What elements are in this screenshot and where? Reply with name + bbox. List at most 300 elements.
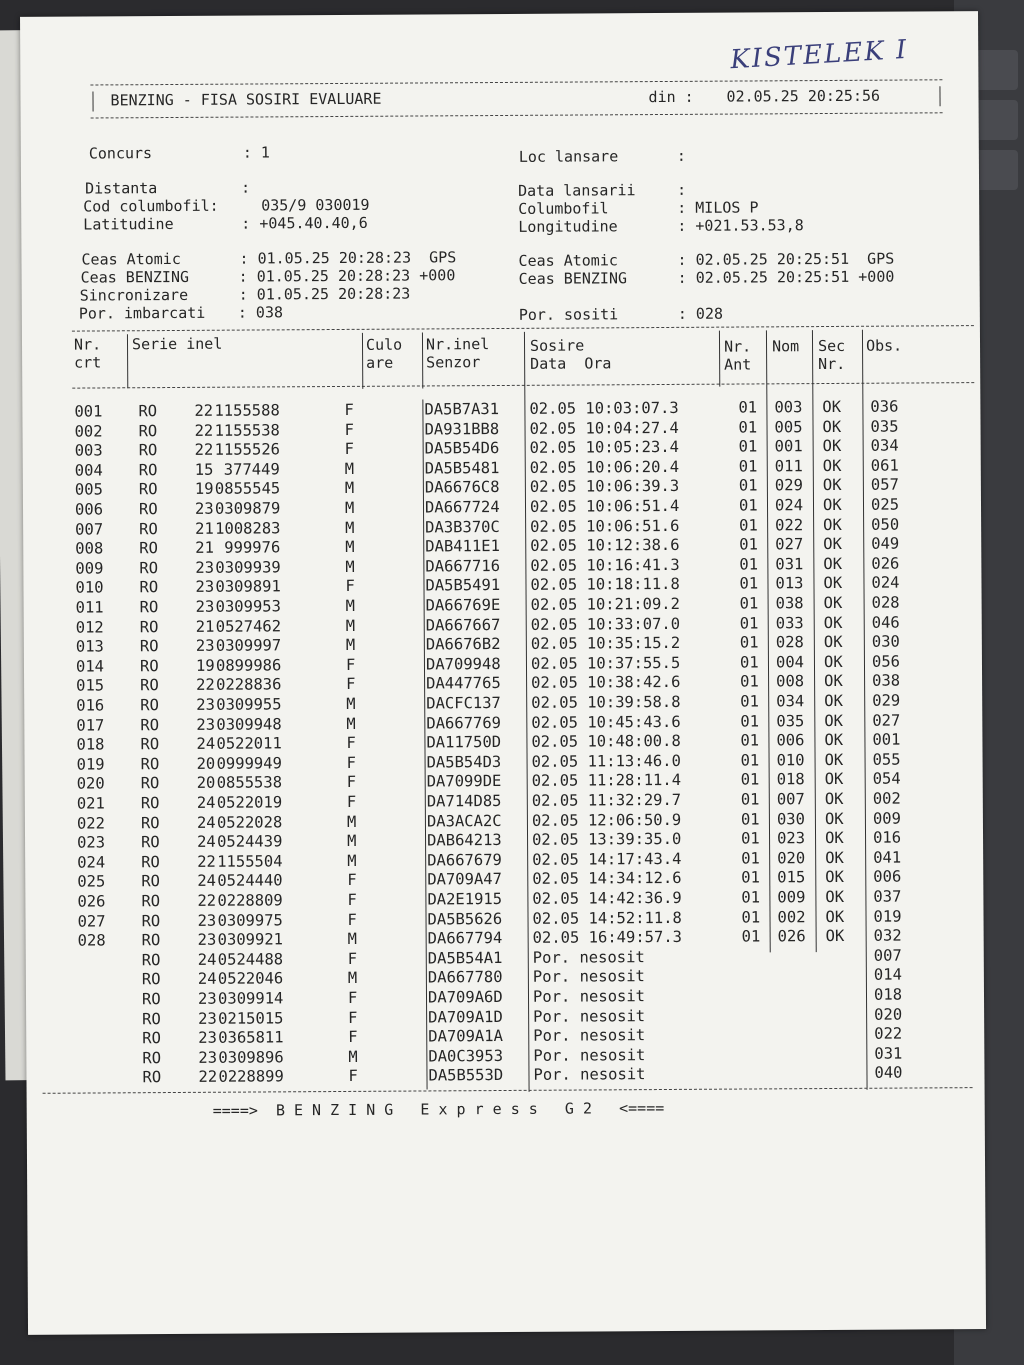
row-sensor: DA6676B2 <box>425 635 501 654</box>
row-obs: 007 <box>873 946 902 965</box>
row-sensor: DA709A47 <box>427 870 502 889</box>
row-ring-number: 0309948 <box>216 714 282 734</box>
row-sensor: DA931BB8 <box>424 419 500 439</box>
row-nr: 012 <box>75 618 104 637</box>
row-ring-number: 0522028 <box>216 812 283 832</box>
row-sec: OK <box>824 809 844 828</box>
row-sex: M <box>344 479 355 498</box>
row-ring-number: 0899986 <box>215 656 282 675</box>
row-sec: OK <box>824 750 844 769</box>
ceas-benzing-2-value: : 02.05.25 20:25:51 +000 <box>677 267 895 287</box>
row-obs: 041 <box>873 848 902 867</box>
row-country: RO <box>139 578 159 597</box>
row-year: 23 <box>198 1028 217 1048</box>
row-sensor: DAB64213 <box>426 831 502 850</box>
concurs-value: : 1 <box>242 143 270 162</box>
row-country: RO <box>140 676 159 695</box>
row-sex: F <box>346 734 356 753</box>
row-nr: 015 <box>76 676 105 695</box>
printout-sheet <box>20 11 986 1335</box>
row-nr: 011 <box>75 598 104 617</box>
row-year: 24 <box>196 734 216 754</box>
col-nr-2: crt <box>74 353 102 372</box>
row-ring-number: 0855545 <box>214 479 281 499</box>
row-antenna: 01 <box>738 437 758 456</box>
row-year: 24 <box>196 832 216 852</box>
row-country: RO <box>139 519 158 538</box>
row-nr: 027 <box>77 912 106 931</box>
row-year: 23 <box>194 499 214 518</box>
row-ring-number: 1155588 <box>214 401 280 420</box>
row-obs: 002 <box>872 789 901 808</box>
row-ring-number: 1155538 <box>214 420 280 440</box>
row-nr: 001 <box>74 402 103 421</box>
row-nr: 021 <box>76 794 105 813</box>
row-country: RO <box>140 813 160 832</box>
row-antenna: 01 <box>741 868 761 887</box>
row-sensor: DA709A1D <box>428 1007 503 1027</box>
row-antenna: 01 <box>740 731 760 750</box>
row-ring-number: 0524440 <box>217 871 283 891</box>
row-ring-number: 0309879 <box>214 499 281 518</box>
row-obs: 029 <box>872 691 901 710</box>
row-arrival: 02.05 11:13:46.0 <box>531 751 681 771</box>
row-country: RO <box>140 735 160 754</box>
row-ring-number: 0522046 <box>217 969 284 989</box>
row-arrival: 02.05 10:06:20.4 <box>529 457 680 477</box>
row-sec: OK <box>823 633 843 652</box>
row-arrival: Por. nesosit <box>533 1065 646 1085</box>
row-year: 22 <box>194 440 214 460</box>
row-nr: 020 <box>76 774 105 793</box>
row-arrival: 02.05 10:37:55.5 <box>530 653 681 673</box>
row-sensor: DA5B7A31 <box>424 400 500 419</box>
row-obs: 055 <box>872 750 901 769</box>
row-nom: 022 <box>775 515 804 534</box>
ceas-atomic-2-value: : 02.05.25 20:25:51 GPS <box>677 249 895 269</box>
row-sensor: DA667780 <box>427 968 503 987</box>
row-obs: 050 <box>871 515 900 534</box>
row-nr: 019 <box>76 755 105 774</box>
row-nom: 001 <box>774 437 803 456</box>
row-nom: 027 <box>775 535 804 554</box>
row-sec: OK <box>823 652 843 671</box>
row-ring-number: 0524439 <box>216 832 283 851</box>
row-sec: OK <box>824 672 843 691</box>
row-country: RO <box>140 715 160 734</box>
row-antenna: 01 <box>738 496 758 515</box>
row-sec: OK <box>824 691 843 711</box>
row-nr: 010 <box>75 578 104 597</box>
row-arrival: 02.05 10:04:27.4 <box>529 418 679 438</box>
row-arrival: 02.05 10:05:23.4 <box>529 438 680 458</box>
row-sex: M <box>345 636 356 655</box>
row-country: RO <box>139 637 159 656</box>
row-year: 23 <box>195 597 215 616</box>
row-country: RO <box>139 656 159 676</box>
ceas-benzing-1-value: : 01.05.25 20:28:23 +000 <box>238 266 456 286</box>
por-sositi-value: : 028 <box>677 304 724 323</box>
row-obs: 032 <box>873 926 902 945</box>
longitudine-value: : +021.53.53,8 <box>677 216 804 235</box>
row-obs: 054 <box>872 769 901 789</box>
row-sec: OK <box>822 456 842 475</box>
row-sec: OK <box>824 711 844 730</box>
row-sec: OK <box>824 829 844 848</box>
row-sex: F <box>348 1008 358 1027</box>
row-arrival: 02.05 10:06:51.4 <box>529 496 680 516</box>
row-sec: OK <box>823 593 843 613</box>
row-nom: 038 <box>775 594 804 613</box>
row-sex: F <box>346 792 357 811</box>
row-sensor: DA5B54D6 <box>424 439 500 458</box>
row-sec: OK <box>825 927 845 946</box>
row-antenna: 01 <box>739 594 759 613</box>
row-nom: 009 <box>777 888 806 907</box>
row-year: 23 <box>198 1009 217 1028</box>
row-ring-number: 0309953 <box>215 597 281 616</box>
row-year: 23 <box>197 930 217 950</box>
row-arrival: Por. nesosit <box>532 967 645 987</box>
row-year: 24 <box>197 950 217 969</box>
row-sex: M <box>346 832 357 851</box>
row-arrival: 02.05 10:39:58.8 <box>531 692 681 712</box>
row-sensor: DA5B553D <box>428 1066 504 1085</box>
row-antenna: 01 <box>739 555 759 574</box>
row-ring-number: 0228836 <box>216 675 282 695</box>
row-arrival: 02.05 12:06:50.9 <box>531 810 682 830</box>
row-obs: 024 <box>871 573 900 593</box>
row-year: 24 <box>197 872 217 891</box>
row-arrival: 02.05 10:21:09.2 <box>530 594 680 614</box>
row-ring-number: 0309891 <box>215 577 281 597</box>
row-sec: OK <box>823 574 843 593</box>
row-sensor: DA667794 <box>427 929 503 948</box>
row-country: RO <box>141 852 160 871</box>
row-country: RO <box>142 1029 161 1048</box>
row-nr: 024 <box>77 853 106 872</box>
row-sensor: DA667679 <box>427 850 502 870</box>
col-sec-2: Nr. <box>818 354 846 374</box>
row-ring-number: 0228809 <box>217 891 283 910</box>
row-sex: M <box>348 1047 358 1066</box>
row-arrival: 02.05 14:17:43.4 <box>532 849 682 869</box>
col-nrinel-1: Nr.inel <box>425 335 490 354</box>
row-nr: 007 <box>75 520 104 539</box>
row-ring-number: 0365811 <box>218 1028 284 1047</box>
row-sex: M <box>347 851 357 870</box>
row-country: RO <box>138 480 158 499</box>
row-country: RO <box>142 1048 162 1067</box>
row-obs: 006 <box>873 867 902 887</box>
row-ring-number: 0309955 <box>216 695 282 714</box>
row-sensor: DA667769 <box>426 713 502 733</box>
row-ring-number: 0522019 <box>216 793 283 812</box>
row-arrival: 02.05 10:33:07.0 <box>530 614 681 634</box>
row-year: 24 <box>196 813 216 832</box>
row-nr: 006 <box>74 500 104 519</box>
row-antenna: 01 <box>739 574 759 593</box>
row-sensor: DA714D85 <box>426 791 502 811</box>
col-sosire-1: Sosire <box>529 336 585 355</box>
row-sensor: DA709A6D <box>427 987 503 1007</box>
col-nom: Nom <box>771 337 800 356</box>
row-obs: 026 <box>871 554 900 573</box>
row-country: RO <box>139 558 159 578</box>
row-antenna: 01 <box>740 829 760 848</box>
row-ring-number: 0309939 <box>215 558 281 577</box>
columbofil-value: : MILOS P <box>677 198 759 217</box>
row-arrival: 02.05 14:34:12.6 <box>532 869 682 889</box>
report-din-label: din : <box>648 87 694 107</box>
row-arrival: 02.05 10:16:41.3 <box>530 555 680 575</box>
row-nr: 017 <box>76 716 105 735</box>
row-ring-number: 0215015 <box>218 1008 284 1028</box>
row-arrival: 02.05 10:35:15.2 <box>530 634 681 654</box>
row-year: 23 <box>195 636 215 656</box>
row-nom: 031 <box>775 554 804 574</box>
row-year: 21 <box>195 519 214 538</box>
row-sensor: DA7099DE <box>426 772 502 791</box>
footer-text: ====> B E N Z I N G E x p r e s s G 2 <==== <box>212 1099 665 1120</box>
row-arrival: 02.05 10:48:00.8 <box>531 732 681 752</box>
row-nom: 028 <box>775 633 804 652</box>
row-sex: F <box>345 577 355 596</box>
row-sensor: DA6676C8 <box>424 478 500 497</box>
row-sex: F <box>345 655 356 674</box>
row-nom: 035 <box>776 711 805 730</box>
row-arrival: 02.05 13:39:35.0 <box>531 830 682 850</box>
row-sensor: DA447765 <box>426 674 501 693</box>
row-country: RO <box>140 754 160 774</box>
row-ring-number: 0522011 <box>216 734 282 753</box>
row-sec: OK <box>823 613 843 632</box>
row-nom: 033 <box>775 613 804 632</box>
row-year: 23 <box>198 1048 218 1067</box>
row-obs: 040 <box>874 1063 903 1083</box>
row-nom: 029 <box>774 476 803 495</box>
row-country: RO <box>141 990 161 1009</box>
row-nom: 020 <box>777 848 806 868</box>
row-obs: 056 <box>871 652 901 671</box>
row-obs: 019 <box>873 907 902 926</box>
row-country: RO <box>138 500 158 519</box>
row-antenna: 01 <box>740 672 759 691</box>
row-ring-number: 0309921 <box>217 930 284 949</box>
row-sensor: DA3B370C <box>425 517 500 537</box>
row-nom: 003 <box>774 398 803 417</box>
row-year: 15 <box>194 460 214 479</box>
row-obs: 057 <box>870 475 899 495</box>
row-obs: 061 <box>870 456 899 475</box>
row-ring-number: 0999949 <box>216 754 282 773</box>
sincronizare-value: : 01.05.25 20:28:23 <box>238 284 411 304</box>
row-sex: M <box>345 538 355 557</box>
row-nom: 030 <box>776 809 805 828</box>
row-nom: 010 <box>776 750 805 770</box>
row-year: 22 <box>198 1068 218 1087</box>
row-sex: F <box>347 910 357 929</box>
row-arrival: 02.05 11:32:29.7 <box>531 790 682 810</box>
row-sensor: DA5B54A1 <box>427 948 503 968</box>
row-arrival: 02.05 10:38:42.6 <box>531 673 681 693</box>
row-antenna: 01 <box>740 790 760 809</box>
row-antenna: 01 <box>740 712 760 731</box>
row-antenna: 01 <box>740 810 760 829</box>
row-nr: 008 <box>75 539 104 558</box>
row-obs: 037 <box>873 887 902 906</box>
row-sec: OK <box>823 515 842 534</box>
row-antenna: 01 <box>740 770 760 789</box>
ceas-atomic-2-label: Ceas Atomic <box>518 251 618 270</box>
row-year: 24 <box>196 793 216 812</box>
row-sex: M <box>345 518 355 537</box>
row-sensor: DA5B54D3 <box>426 752 502 772</box>
row-nom: 006 <box>776 731 805 750</box>
row-nr: 005 <box>74 480 103 499</box>
row-sex: M <box>347 969 358 988</box>
ceas-benzing-1-label: Ceas BENZING <box>80 267 190 287</box>
row-year: 20 <box>196 774 216 793</box>
row-arrival: Por. nesosit <box>532 987 646 1006</box>
row-sex: M <box>344 459 355 478</box>
latitudine-label: Latitudine <box>83 214 174 234</box>
row-sec: OK <box>825 887 845 907</box>
distanta-label: Distanta <box>85 179 158 198</box>
row-country: RO <box>141 970 161 989</box>
row-antenna: 01 <box>739 516 758 535</box>
row-obs: 020 <box>874 1005 903 1024</box>
row-sec: OK <box>822 397 842 417</box>
ceas-atomic-1-label: Ceas Atomic <box>81 249 181 269</box>
row-country: RO <box>138 441 158 460</box>
cod-columbofil-label: Cod columbofil: <box>83 196 219 216</box>
row-antenna: 01 <box>739 633 759 652</box>
row-ring-number: 0228899 <box>218 1067 284 1087</box>
row-country: RO <box>141 950 161 969</box>
row-sensor: DA709A1A <box>428 1027 503 1046</box>
row-sec: OK <box>824 789 844 809</box>
row-arrival: Por. nesosit <box>533 1006 646 1026</box>
row-year: 23 <box>196 715 216 734</box>
report-din-value: 02.05.25 20:25:56 <box>726 86 881 106</box>
row-nom: 024 <box>774 496 804 515</box>
latitudine-value: : +045.40.40,6 <box>241 213 368 233</box>
row-year: 24 <box>197 970 217 989</box>
row-nom: 005 <box>774 417 803 436</box>
row-sex: F <box>347 871 357 890</box>
row-sensor: DA667724 <box>424 498 500 517</box>
row-obs: 009 <box>872 809 901 828</box>
row-year: 21 <box>195 538 214 558</box>
row-sex: M <box>345 557 355 576</box>
row-arrival: 02.05 10:03:07.3 <box>529 398 679 418</box>
row-nr: 016 <box>76 696 105 715</box>
row-ring-number: 999976 <box>224 538 281 557</box>
por-sositi-label: Por. sositi <box>518 305 619 324</box>
row-sec: OK <box>822 495 842 515</box>
row-nom: 002 <box>777 907 806 926</box>
row-nr: 003 <box>74 441 103 460</box>
ceas-atomic-1-value: : 01.05.25 20:28:23 GPS <box>239 248 457 268</box>
row-sensor: DA5B5491 <box>425 576 501 595</box>
row-sex: M <box>345 616 356 635</box>
row-year: 22 <box>196 676 215 695</box>
row-sex: M <box>347 930 358 949</box>
row-nr: 009 <box>75 559 104 578</box>
columbofil-label: Columbofil <box>518 199 609 218</box>
row-sec: OK <box>822 417 842 436</box>
row-country: RO <box>138 421 158 440</box>
row-arrival: 02.05 14:52:11.8 <box>532 908 682 928</box>
row-nr: 028 <box>77 931 106 950</box>
row-country: RO <box>140 833 160 852</box>
row-ring-number: 0309975 <box>217 910 283 930</box>
row-antenna: 01 <box>738 457 758 476</box>
row-obs: 049 <box>871 534 900 553</box>
row-country: RO <box>140 696 159 715</box>
row-sex: M <box>346 812 357 831</box>
row-arrival: 02.05 16:49:57.3 <box>532 928 683 947</box>
row-antenna: 01 <box>739 535 758 554</box>
loc-lansare-label: Loc lansare <box>518 147 619 166</box>
row-sex: F <box>347 988 358 1007</box>
row-ring-number: 0527462 <box>215 616 282 636</box>
row-arrival: Por. nesosit <box>532 947 645 967</box>
row-year: 23 <box>195 578 215 597</box>
row-obs: 036 <box>870 397 899 416</box>
row-country: RO <box>140 774 160 793</box>
row-sex: M <box>345 596 356 615</box>
row-sensor: DA11750D <box>426 733 502 752</box>
row-year: 23 <box>197 911 217 930</box>
row-nr: 022 <box>76 814 105 833</box>
row-country: RO <box>142 1068 162 1087</box>
por-imbarcati-value: : 038 <box>237 303 284 322</box>
sincronizare-label: Sincronizare <box>79 285 189 305</box>
row-sec: OK <box>823 535 842 554</box>
row-nr: 023 <box>76 833 106 852</box>
row-sex: F <box>347 890 357 909</box>
row-sensor: DA5B5481 <box>424 458 500 478</box>
row-arrival: Por. nesosit <box>533 1026 646 1045</box>
ceas-benzing-2-label: Ceas BENZING <box>518 269 628 288</box>
row-country: RO <box>141 911 161 930</box>
row-antenna: 01 <box>741 888 761 907</box>
row-arrival: 02.05 10:45:43.6 <box>531 712 681 732</box>
row-ring-number: 0524488 <box>217 950 284 969</box>
row-nom: 013 <box>775 574 804 593</box>
col-obs: Obs. <box>865 336 903 355</box>
row-country: RO <box>141 892 161 911</box>
row-obs: 030 <box>871 632 900 651</box>
row-sensor: DA709948 <box>425 654 501 674</box>
row-sensor: DA2E1915 <box>427 889 503 909</box>
row-sec: OK <box>825 868 845 887</box>
row-obs: 031 <box>874 1044 903 1063</box>
row-ring-number: 0309914 <box>217 989 284 1008</box>
por-imbarcati-label: Por. imbarcati <box>78 303 206 323</box>
row-sec: OK <box>824 770 844 789</box>
col-ant-1: Nr. <box>723 337 752 356</box>
row-country: RO <box>141 931 161 950</box>
row-country: RO <box>139 539 158 558</box>
row-sec: OK <box>824 731 844 750</box>
col-sec-1: Sec <box>817 336 846 356</box>
row-year: 23 <box>197 989 217 1008</box>
row-arrival: 02.05 10:06:51.6 <box>530 516 680 536</box>
row-nr: 018 <box>76 735 105 754</box>
